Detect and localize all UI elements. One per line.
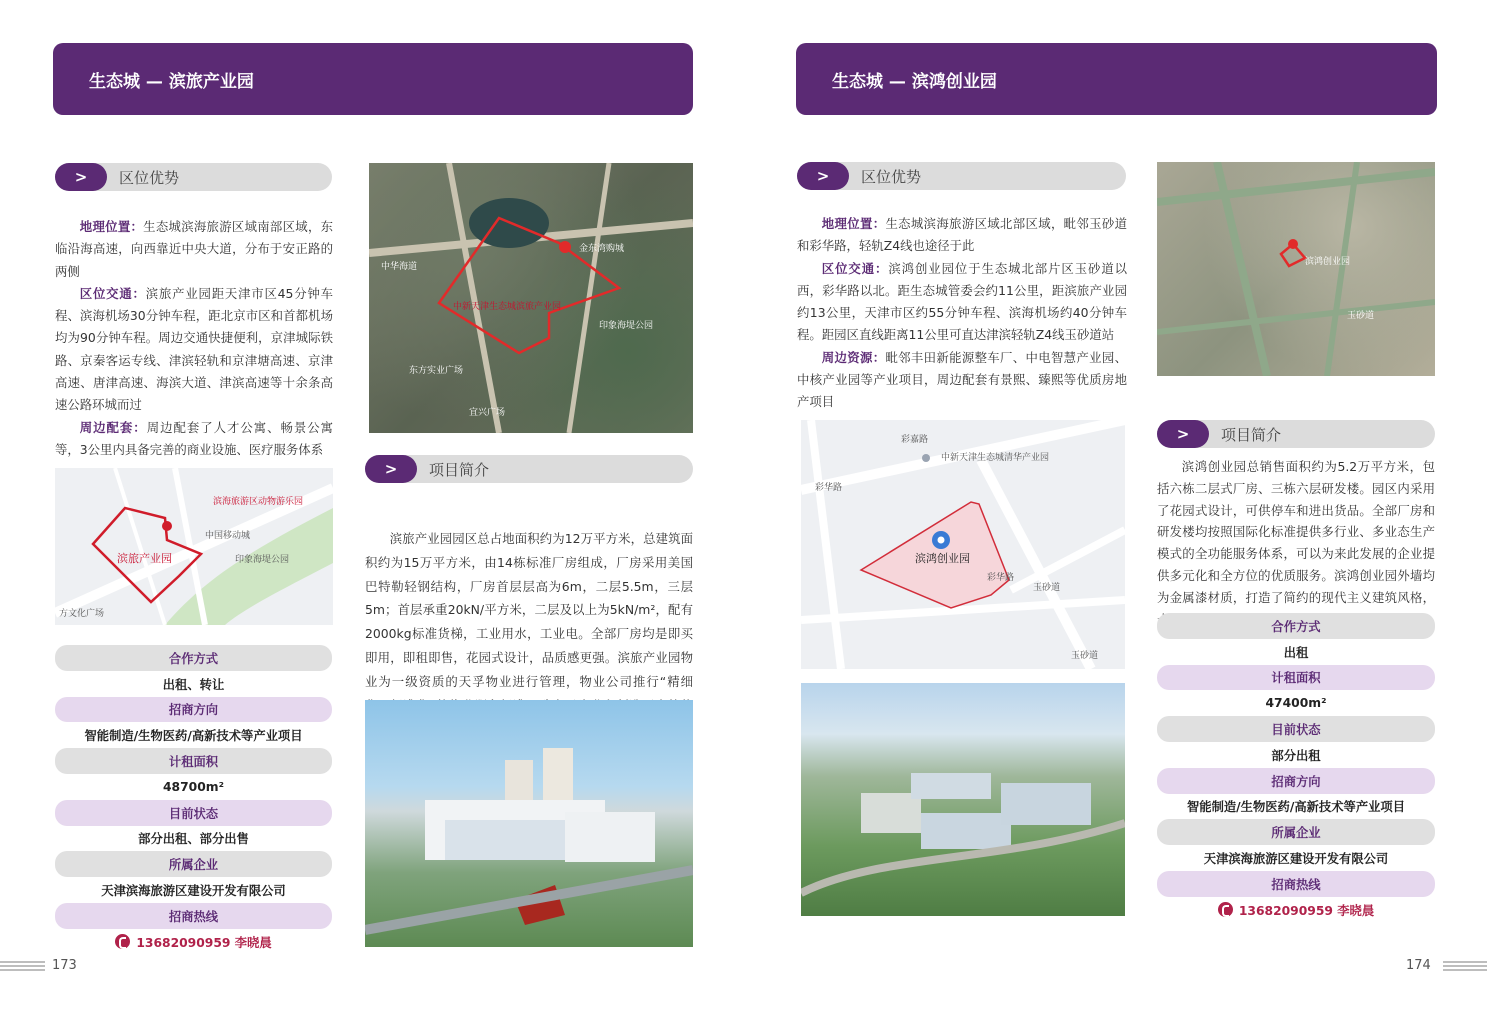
support-label: 周边配套： (79, 419, 147, 435)
right-park-photo (801, 683, 1125, 916)
hotline-row[interactable] (55, 929, 332, 955)
coop-label: 合作方式 (55, 645, 332, 671)
map-label-park: 中新天津生态城滨旅产业园 (453, 302, 562, 312)
map-road-label: 玉砂道 (1033, 583, 1061, 593)
map-label: 印象海堤公园 (599, 321, 654, 331)
page-stripe (0, 961, 45, 973)
map-label: 东方实业广场 (409, 366, 464, 376)
geo-text: 生态城滨海旅游区域北部区域，毗邻玉砂道和彩华路，轻轨Z4线也途径于此 (797, 216, 1128, 254)
left-info-table (55, 645, 332, 955)
left-section-location-label: 区位优势 (119, 168, 180, 187)
right-info-table (1157, 613, 1435, 923)
map-label-park: 滨鸿创业园 (915, 552, 970, 565)
area-value: 47400m² (1265, 696, 1327, 711)
map-label-park: 滨鸿创业园 (1305, 257, 1351, 267)
geo-label: 地理位置： (79, 219, 144, 234)
resource-label: 周边资源： (821, 349, 886, 365)
area-label: 计租面积 (1157, 665, 1435, 691)
direction-label: 招商方向 (55, 697, 332, 723)
left-location-text (55, 216, 333, 461)
right-vector-map (801, 420, 1125, 669)
chevron-right-icon: > (797, 162, 849, 190)
right-section-intro-label: 项目简介 (1221, 425, 1282, 444)
right-page-number: 174 (1406, 958, 1431, 973)
support-text: 周边配套了人才公寓、畅景公寓等，3公里内具备完善的商业设施、医疗服务体系 (55, 419, 334, 457)
left-location-map (55, 468, 333, 625)
geo-text: 生态城滨海旅游区域南部区域，东临沿海高速，向西靠近中央大道，分布于安正路的两侧 (55, 219, 334, 279)
left-page-title (53, 43, 693, 115)
left-page-number: 173 (52, 958, 77, 973)
coop-label: 合作方式 (1157, 613, 1435, 639)
direction-label: 招商方向 (1157, 768, 1435, 794)
left-section-intro (365, 455, 693, 483)
left-satellite-map (369, 163, 693, 433)
geo-label: 地理位置： (821, 216, 886, 231)
coop-value: 出租 (1283, 645, 1309, 660)
traffic-text: 滨鸿创业园位于生态城北部片区玉砂道以西，彩华路以北。距生态城管委会约11公里，距滨旅产业园约13公里，天津市区约55分钟车程、滨海机场约40分钟车程。距园区直线距离11公里可直达津滨轻轨Z4线玉砂道站 (797, 260, 1128, 343)
resource-text: 毗邻丰田新能源整车厂、中电智慧产业园、中核产业园等产业项目，周边配套有景熙、臻熙等优质房地产项目 (797, 349, 1128, 410)
map-label: 中国移动城 (205, 531, 251, 541)
right-section-intro (1157, 420, 1435, 448)
chevron-right-icon: > (1157, 420, 1209, 448)
company-value: 天津滨海旅游区建设开发有限公司 (1203, 852, 1389, 867)
hotline-label: 招商热线 (1157, 871, 1435, 897)
direction-value: 智能制造/生物医药/高新技术等产业项目 (84, 729, 303, 744)
hotline-row[interactable] (1157, 897, 1435, 923)
status-value: 部分出租 (1271, 748, 1321, 763)
left-title-text: 生态城 — 滨旅产业园 (89, 71, 254, 92)
left-park-photo (365, 700, 693, 947)
direction-value: 智能制造/生物医药/高新技术等产业项目 (1186, 800, 1406, 815)
right-section-location (797, 162, 1126, 190)
hotline-value[interactable]: 13682090959 李晓晨 (1238, 903, 1375, 918)
area-value: 48700m² (163, 779, 224, 794)
map-road-label: 彩华路 (987, 573, 1015, 583)
right-section-location-label: 区位优势 (861, 167, 922, 186)
status-value: 部分出租、部分出售 (138, 832, 249, 847)
hotline-value[interactable]: 13682090959 李晓晨 (136, 935, 272, 950)
right-title-text: 生态城 — 滨鸿创业园 (832, 71, 997, 92)
map-label: 金东湾购城 (579, 244, 625, 254)
map-label-park: 滨旅产业园 (117, 552, 172, 565)
chevron-right-icon: > (55, 163, 107, 191)
right-intro-paragraph: 滨鸿创业园总销售面积约为5.2万平方米，包括六栋二层式厂房、三栋六层研发楼。园区内采用了花园式设计，可供停车和进出货品。全部厂房和研发楼均按照国际化标准提供多行业、多业态生产模式的全功能服务体系，可以为来此发展的企业提供多元化和全方位的优质服务。滨鸿创业园外墙均为金属漆材质，打造了简约的现代主义建筑风格， (1157, 459, 1435, 605)
status-label: 目前状态 (1157, 716, 1435, 742)
company-label: 所属企业 (1157, 819, 1435, 845)
right-satellite-map (1157, 162, 1435, 376)
phone-icon (115, 934, 130, 949)
traffic-label: 区位交通： (821, 260, 889, 276)
map-poi-label: 中新天津生态城清华产业园 (941, 453, 1050, 463)
map-label: 印象海堤公园 (235, 555, 290, 565)
area-label: 计租面积 (55, 748, 332, 774)
chevron-right-icon: > (365, 455, 417, 483)
left-section-location (55, 163, 332, 191)
coop-value: 出租、转让 (162, 677, 225, 692)
phone-icon (1218, 902, 1233, 917)
map-label: 宜兴广场 (469, 408, 506, 418)
map-label: 滨海旅游区动物游乐园 (213, 497, 304, 507)
map-label: 方文化广场 (59, 609, 105, 619)
right-page-title (796, 43, 1437, 115)
page-stripe (1443, 961, 1487, 973)
status-label: 目前状态 (55, 800, 332, 826)
company-label: 所属企业 (55, 851, 332, 877)
hotline-label: 招商热线 (55, 903, 332, 929)
map-road-label: 彩华路 (815, 483, 843, 493)
left-section-intro-label: 项目简介 (429, 460, 490, 479)
map-label: 中华海道 (381, 262, 418, 272)
map-label: 玉砂道 (1347, 311, 1375, 321)
traffic-label: 区位交通： (79, 285, 146, 301)
right-intro-text (1157, 456, 1435, 630)
traffic-text: 滨旅产业园距天津市区45分钟车程、滨海机场30分钟车程，距北京市区和首都机场均为90分钟车程。周边交通快捷便利，京津城际铁路、京秦客运专线、津滨轻轨和京津塘高速、京津高速、唐津高速、海滨大道、津滨高速等十余条高速公路环城而过 (55, 285, 333, 413)
map-road-label: 玉砂道 (1071, 651, 1099, 661)
company-value: 天津滨海旅游区建设开发有限公司 (101, 884, 286, 899)
left-intro-paragraph: 滨旅产业园园区总占地面积约为12万平方米，总建筑面积约为15万平方米，由14栋标准厂房组成，厂房采用美国巴特勒轻钢结构，厂房首层层高为6m，二层5.5m，三层5m；首层承重20kN/平方米，二层及以上为5kN/m²，配有2000kg标准货梯，工业用水，工业电。全部厂房均是即买即用，即租即售，花园式设计，品质感更强。滨旅产业园物业为一级资质的天孚物业进行管理，物业公司推行“精细 (365, 531, 693, 689)
right-location-text (797, 213, 1127, 414)
map-road-label: 彩嘉路 (901, 435, 929, 445)
